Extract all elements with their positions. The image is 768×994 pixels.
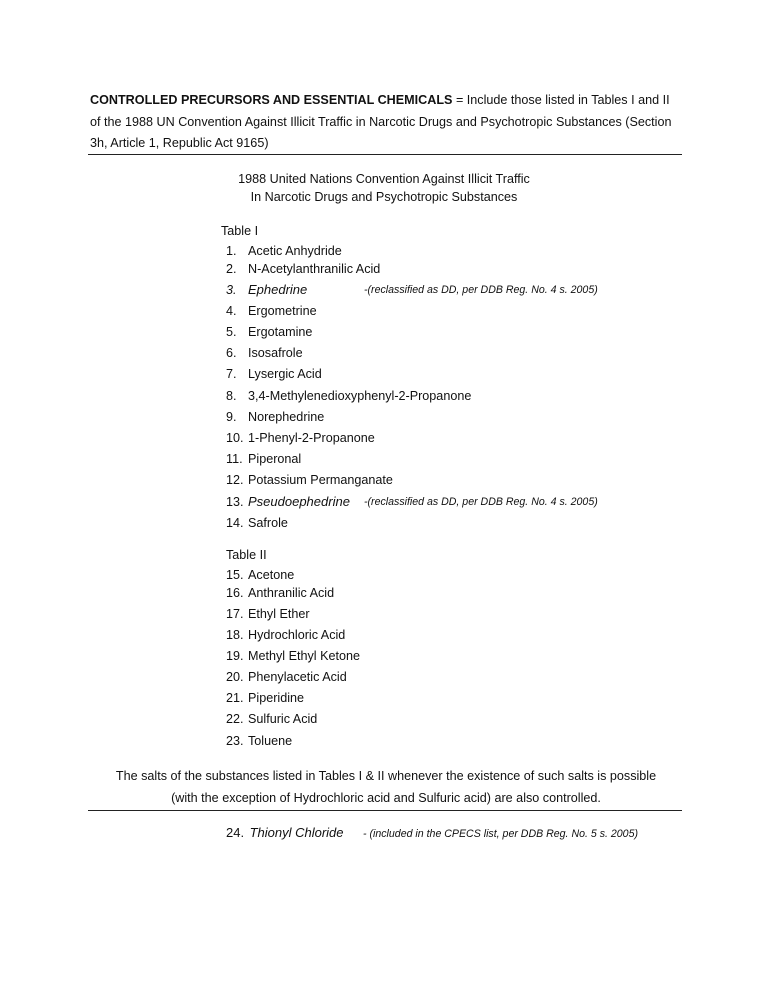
item-number: 18.: [226, 628, 244, 642]
item-name: Methyl Ethyl Ketone: [248, 649, 361, 663]
convention-title-line1: 1988 United Nations Convention Against Illicit Traffic: [238, 172, 530, 186]
reclassification-note: -(reclassified as DD, per DDB Reg. No. 4 s. 2005): [364, 284, 598, 296]
top-divider: [88, 154, 682, 155]
item-number: 4.: [226, 304, 237, 318]
item-number: 21.: [226, 691, 244, 705]
item-name: Lysergic Acid: [248, 367, 322, 381]
bottom-divider: [88, 810, 682, 811]
item-name: Piperonal: [248, 452, 302, 466]
item-number: 14.: [226, 516, 244, 530]
item-name: Acetone: [248, 568, 295, 582]
convention-title-line2: In Narcotic Drugs and Psychotropic Substances: [250, 190, 518, 204]
item-name: Acetic Anhydride: [248, 244, 342, 258]
item-number: 5.: [226, 325, 237, 339]
item-name: Ergometrine: [248, 304, 317, 318]
item-name: Toluene: [248, 734, 293, 748]
item-number: 9.: [226, 410, 237, 424]
item-name: Safrole: [248, 516, 288, 530]
additional-item: [226, 823, 638, 843]
cpecs-note: - (included in the CPECS list, per DDB Reg. No. 5 s. 2005): [363, 828, 638, 840]
table1-title: Table I: [221, 224, 259, 238]
item-number: 10.: [226, 431, 244, 445]
item-number: 16.: [226, 586, 244, 600]
item-name: Ephedrine: [248, 282, 308, 297]
item-number: 3.: [226, 283, 237, 297]
intro-text: = Include those listed in Tables I and II of the 1988 UN Convention Against Illicit Traffic in Narcotic Drugs and Psychotropic Substances (Section 3h, Article 1, Republic Act 9165): [90, 93, 672, 150]
item-name: Isosafrole: [248, 346, 303, 360]
salts-line1: The salts of the substances listed in Tables I & II whenever the existence of such salts is possible: [115, 769, 657, 783]
item-number: 17.: [226, 607, 244, 621]
item-number: 8.: [226, 389, 237, 403]
item-name: N-Acetylanthranilic Acid: [248, 262, 381, 276]
salts-line2: (with the exception of Hydrochloric acid and Sulfuric acid) are also controlled.: [171, 790, 601, 805]
item-number: 11.: [226, 452, 243, 466]
intro-heading: CONTROLLED PRECURSORS AND ESSENTIAL CHEMICALS: [90, 93, 453, 107]
item-number: 23.: [226, 734, 244, 748]
item-number: 22.: [226, 712, 244, 726]
item-number: 12.: [226, 473, 244, 487]
item-name: 1-Phenyl-2-Propanone: [248, 431, 375, 445]
item-name: 3,4-Methylenedioxyphenyl-2-Propanone: [248, 389, 472, 403]
item-number: 7.: [226, 367, 237, 381]
item-name: Pseudoephedrine: [248, 494, 350, 509]
item-number: 1.: [226, 244, 237, 258]
item-number: 2.: [226, 262, 237, 276]
item-number: 24.: [226, 825, 245, 840]
table2-title: Table II: [226, 548, 267, 562]
item-name: Thionyl Chloride: [249, 825, 344, 840]
reclassification-note: -(reclassified as DD, per DDB Reg. No. 4 s. 2005): [364, 496, 598, 508]
item-name: Ergotamine: [248, 325, 313, 339]
item-name: Anthranilic Acid: [248, 586, 335, 600]
item-name: Hydrochloric Acid: [248, 628, 346, 642]
item-number: 6.: [226, 346, 237, 360]
intro-paragraph: [90, 90, 682, 155]
item-number: 19.: [226, 649, 244, 663]
item-name: Phenylacetic Acid: [248, 670, 347, 684]
item-name: Sulfuric Acid: [248, 712, 318, 726]
item-name: Piperidine: [248, 691, 305, 705]
item-number: 13.: [226, 495, 244, 509]
salts-statement: [88, 766, 684, 809]
item-number: 15.: [226, 568, 244, 582]
item-number: 20.: [226, 670, 244, 684]
item-name: Norephedrine: [248, 410, 325, 424]
item-name: Ethyl Ether: [248, 607, 310, 621]
item-name: Potassium Permanganate: [248, 473, 393, 487]
